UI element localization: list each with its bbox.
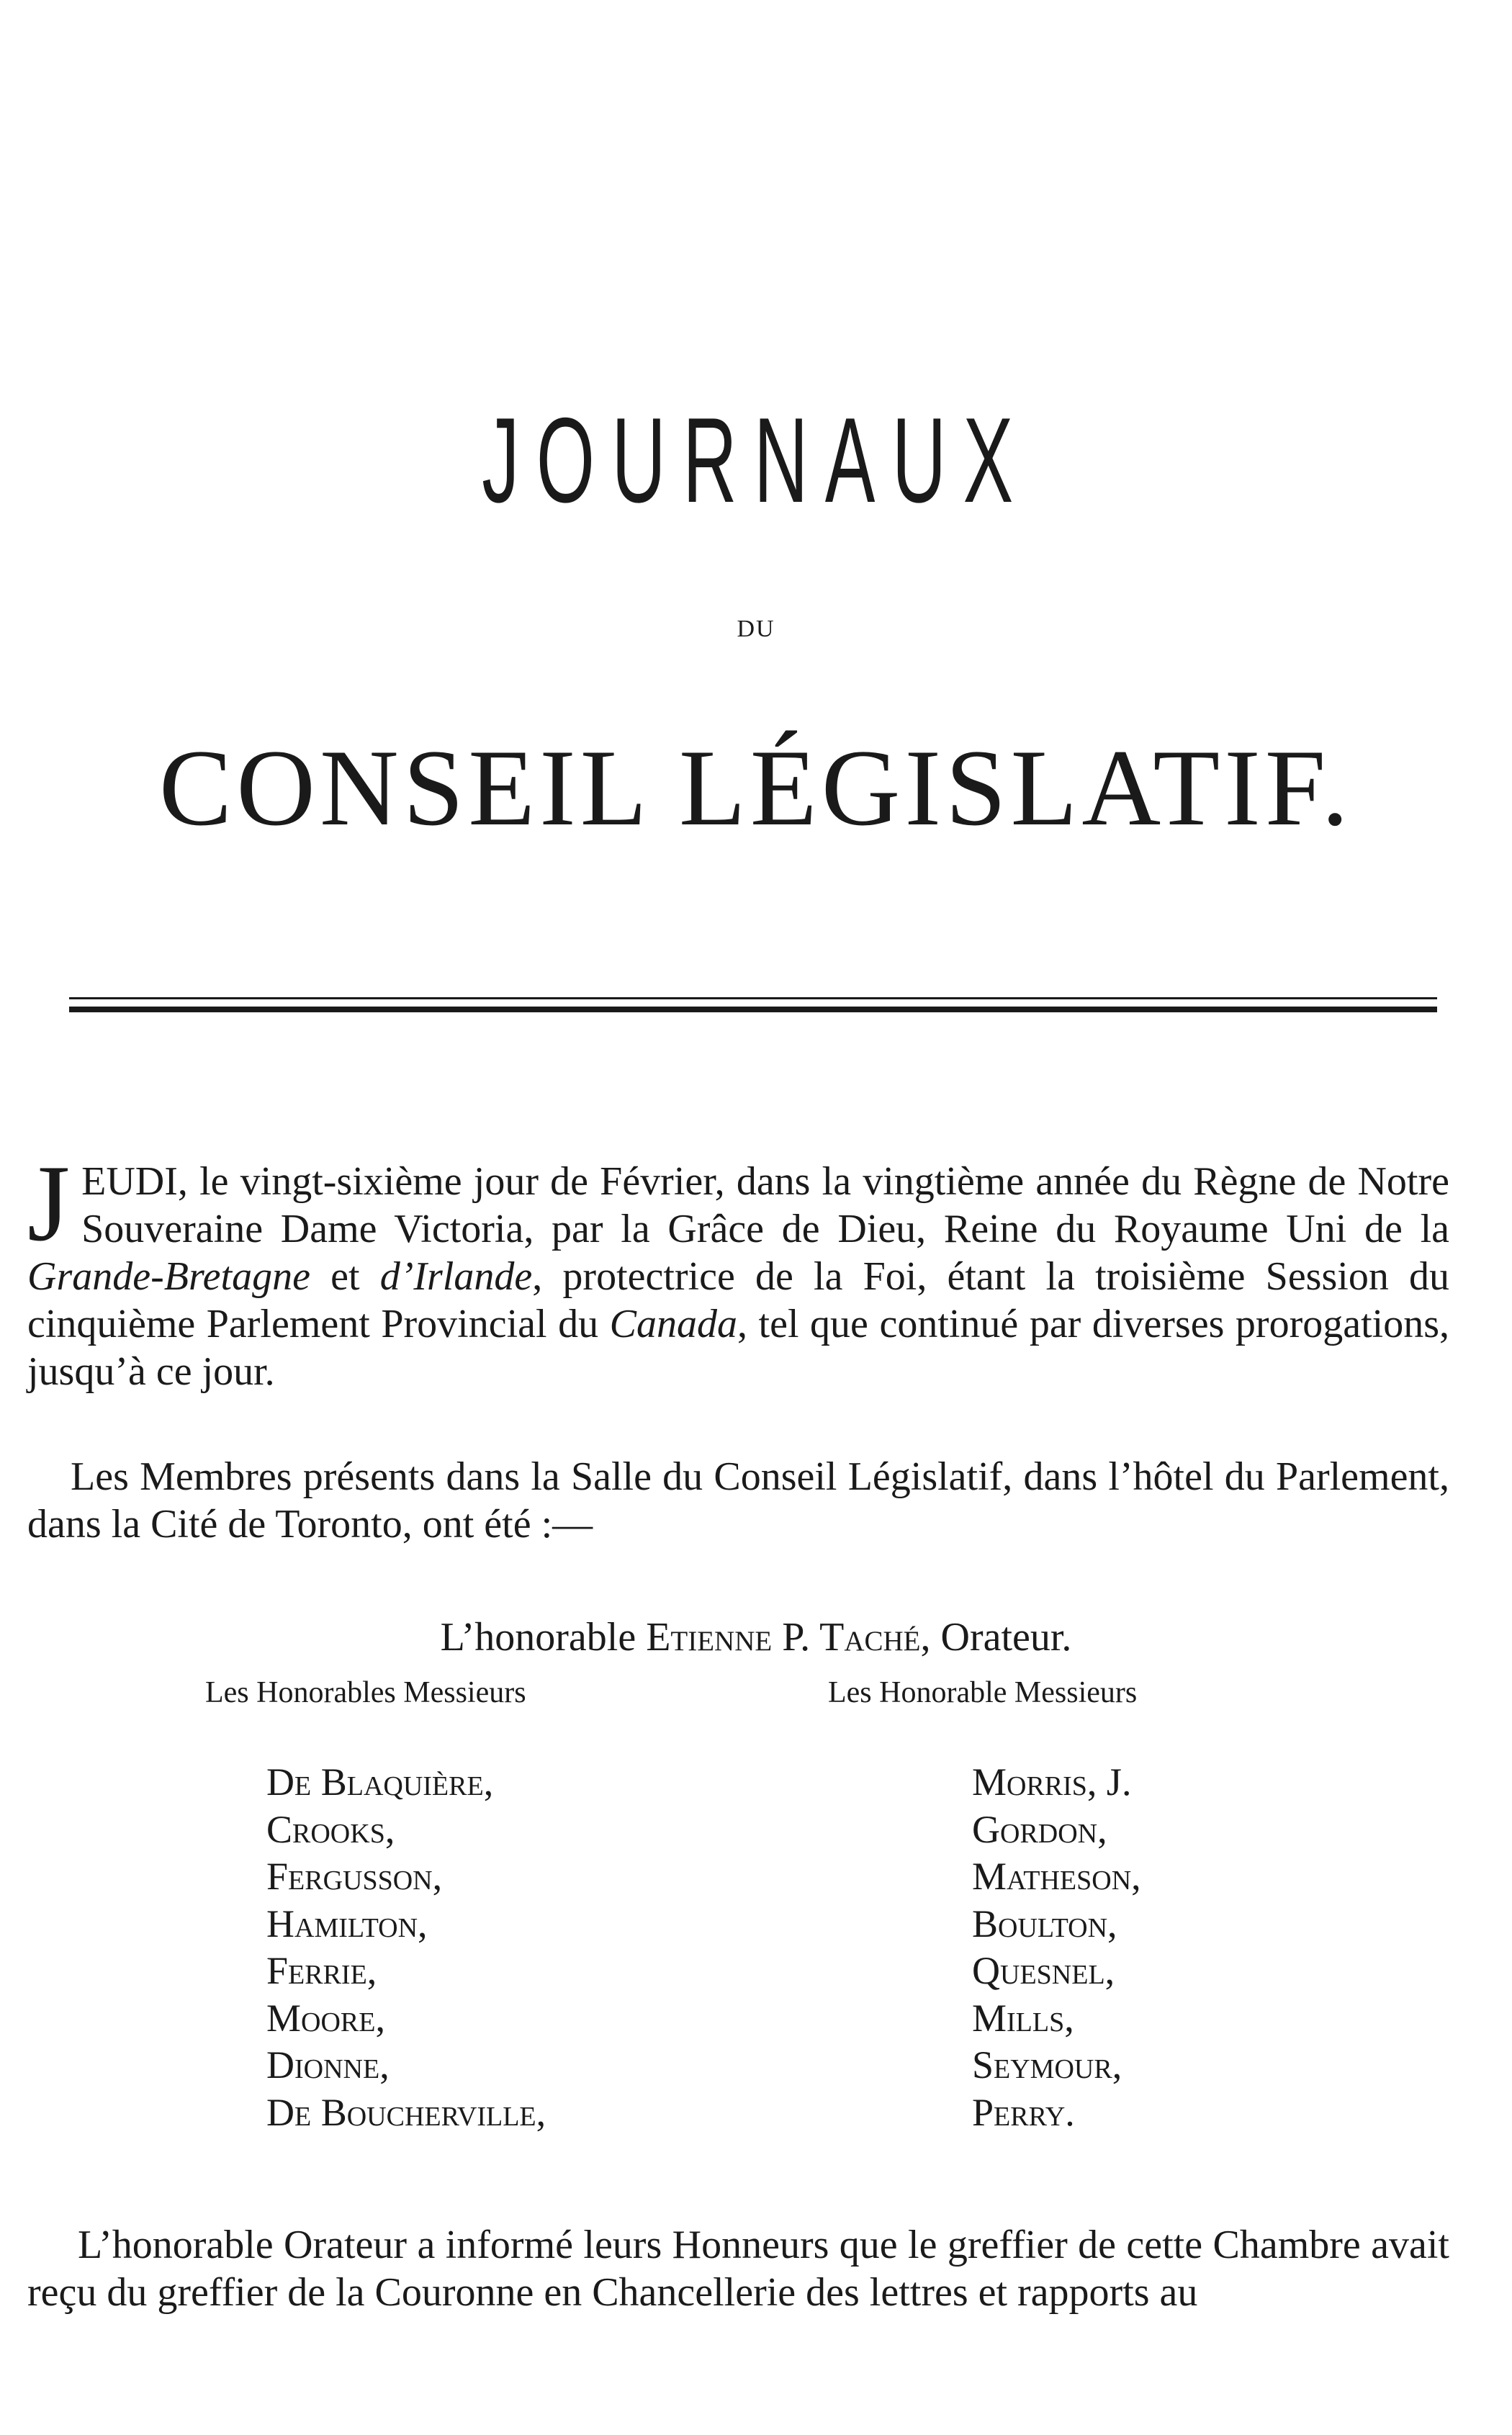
member-name: De Boucherville, [266,2090,546,2134]
member-name: Matheson, [972,1855,1141,1898]
closing-paragraph: L’honorable Orateur a informé leurs Honneurs que le greffier de cette Chambre avait reçu du greffier de la Couronne en Chancellerie des lettres et rapports au [27,2223,1449,2315]
right-column-heading: Les Honorable Messieurs [828,1676,1138,1709]
member-name: Quesnel, [972,1949,1115,1992]
place-irlande: d’Irlande [379,1254,533,1299]
title-rule-thin [69,997,1437,999]
member-name: Gordon, [972,1807,1107,1851]
member-name: Perry. [972,2090,1075,2134]
member-name: Mills, [972,1996,1074,2040]
page-subtitle: CONSEIL LÉGISLATIF. [158,727,1354,848]
drop-cap: J [27,1143,71,1264]
member-name: Seymour, [972,2043,1122,2087]
page-title: JOURNAUX [482,392,1030,528]
member-name: Hamilton, [266,1901,428,1945]
left-column-heading: Les Honorables Messieurs [205,1676,526,1709]
member-name: Ferrie, [266,1949,377,1992]
member-name: Moore, [266,1996,385,2040]
speaker-prefix: L’honorable [440,1615,647,1660]
speaker-line [0,1614,1512,1660]
member-name: Dionne, [266,2043,390,2087]
opening-text-c: , protectrice de la Foi, étant la troisième Session du cinquième Parlement Provincial du [27,1254,1449,1346]
speaker-suffix: , Orateur. [920,1615,1072,1660]
left-members-list [266,1759,546,2136]
member-name: Fergusson, [266,1855,443,1898]
speaker-name: Etienne P. Taché [646,1615,921,1660]
member-name: Boulton, [972,1901,1117,1945]
place-grande-bretagne: Grande-Bretagne [27,1254,310,1299]
members-intro-paragraph: Les Membres présents dans la Salle du Conseil Législatif, dans l’hôtel du Parlement, dans la Cité de Toronto, ont été :— [27,1454,1449,1547]
member-name: De Blaquière, [266,1760,494,1804]
opening-text-d: , tel que continué par diverses prorogations, jusqu’à ce jour. [27,1302,1449,1394]
opening-text-a: le vingt-sixième jour de Février, dans la vingtième année du Règne de Notre Souveraine Dame Victoria, par la Grâce de Dieu, Reine du Royaume Uni de la [81,1159,1449,1251]
title-connector: DU [737,616,775,642]
place-canada: Canada [609,1302,737,1346]
opening-text-b: et [310,1254,380,1299]
right-members-list [972,1759,1141,2136]
member-name: Crooks, [266,1807,395,1851]
opening-paragraph [27,1143,1449,1395]
first-word-rest: EUDI, [81,1159,188,1204]
member-name: Morris, J. [972,1760,1132,1804]
title-rule-thick [69,1007,1437,1012]
